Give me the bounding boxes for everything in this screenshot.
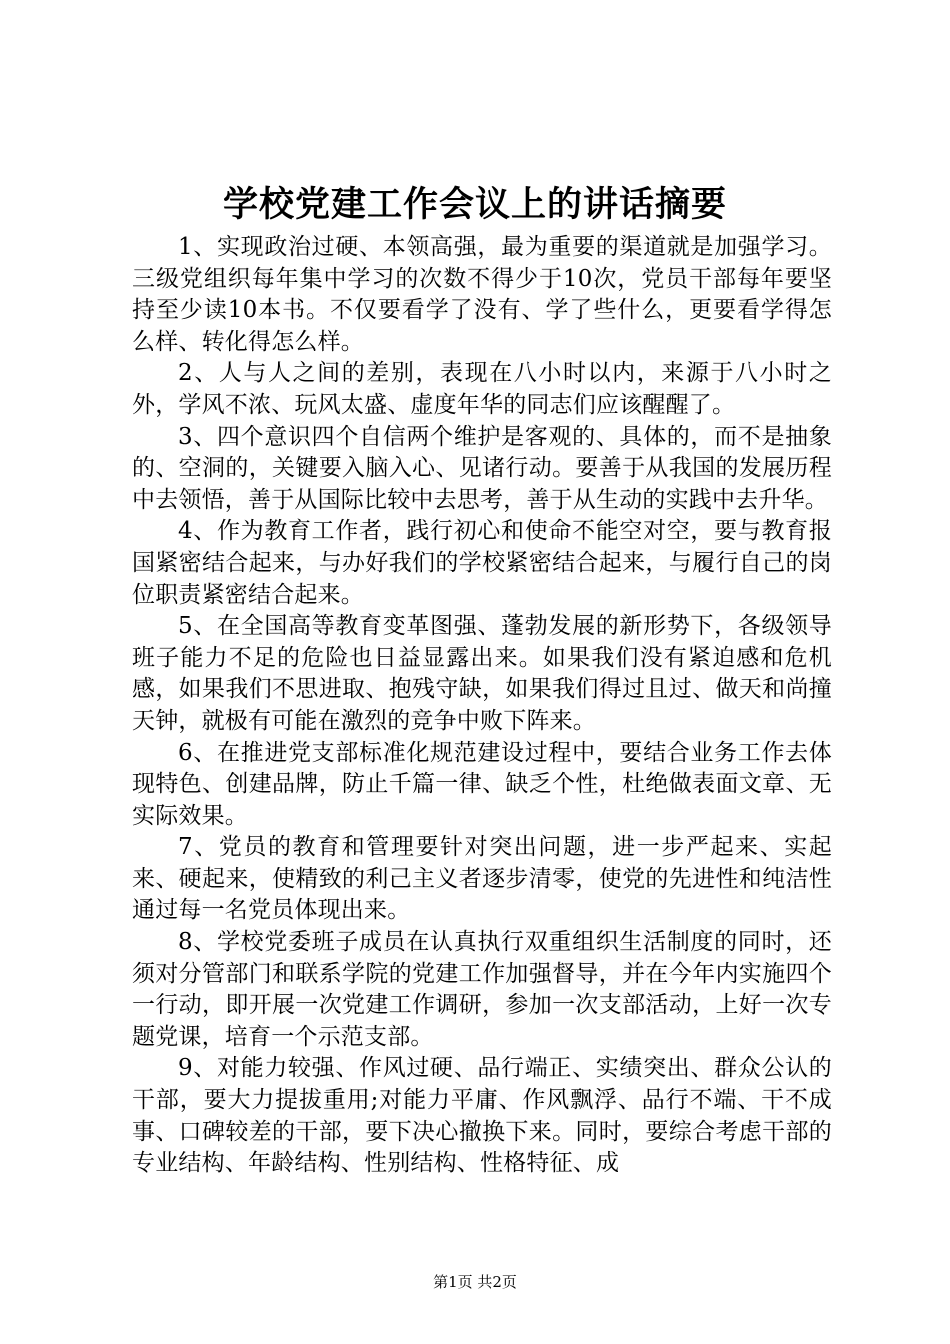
paragraph-4: 4、作为教育工作者，践行初心和使命不能空对空，要与教育报国紧密结合起来，与办好我们的学校紧密结合起来，与履行自己的岗位职责紧密结合起来。 <box>132 518 832 608</box>
paragraph-1: 1、实现政治过硬、本领高强，最为重要的渠道就是加强学习。三级党组织每年集中学习的次数不得少于10次，党员干部每年要坚持至少读10本书。不仅要看学了没有、学了些什么，更要看学得怎么样、转化得怎么样。 <box>132 234 832 355</box>
paragraph-9: 9、对能力较强、作风过硬、品行端正、实绩突出、群众公认的干部，要大力提拔重用;对能力平庸、作风飘浮、品行不端、干不成事、口碑较差的干部，要下决心撤换下来。同时，要综合考虑干部的专业结构、年龄结构、性别结构、性格特征、成 <box>132 1055 832 1177</box>
paragraph-5: 5、在全国高等教育变革图强、蓬勃发展的新形势下，各级领导班子能力不足的危险也日益显露出来。如果我们没有紧迫感和危机感，如果我们不思进取、抱残守缺，如果我们得过且过、做天和尚撞天钟，就极有可能在激烈的竞争中败下阵来。 <box>132 613 832 734</box>
paragraph-3: 3、四个意识四个自信两个维护是客观的、具体的，而不是抽象的、空洞的，关键要入脑入心、见诸行动。要善于从我国的发展历程中去领悟，善于从国际比较中去思考，善于从生动的实践中去升华。 <box>132 423 832 513</box>
paragraph-6: 6、在推进党支部标准化规范建设过程中，要结合业务工作去体现特色、创建品牌，防止千篇一律、缺乏个性，杜绝做表面文章、无实际效果。 <box>132 739 832 829</box>
paragraph-7: 7、党员的教育和管理要针对突出问题，进一步严起来、实起来、硬起来，使精致的利己主义者逐步清零，使党的先进性和纯洁性通过每一名党员体现出来。 <box>132 834 832 924</box>
paragraph-8: 8、学校党委班子成员在认真执行双重组织生活制度的同时，还须对分管部门和联系学院的党建工作加强督导，并在今年内实施四个一行动，即开展一次党建工作调研，参加一次支部活动，上好一次专题党课，培育一个示范支部。 <box>132 929 832 1050</box>
document-body <box>132 232 832 1180</box>
page-number-footer: 第1页 共2页 <box>433 1273 517 1291</box>
document-title: 学校党建工作会议上的讲话摘要 <box>222 184 727 225</box>
paragraph-2: 2、人与人之间的差别，表现在八小时以内，来源于八小时之外，学风不浓、玩风太盛、虚度年华的同志们应该醒醒了。 <box>132 360 832 418</box>
